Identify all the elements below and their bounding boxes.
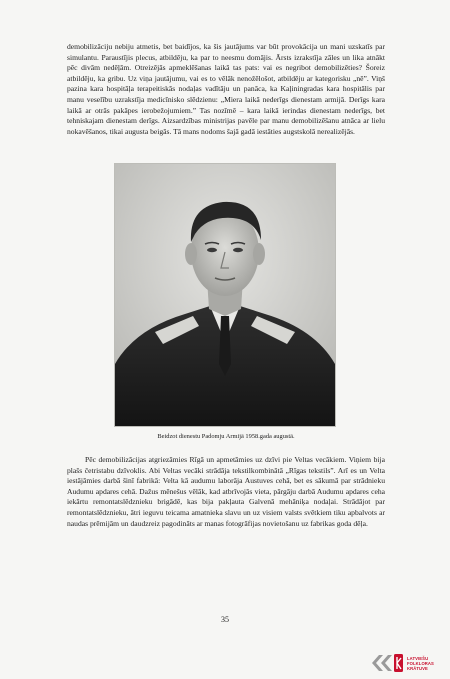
photo-caption: Beidzot dienestu Padomju Armijā 1958.gada augustā. xyxy=(157,433,295,440)
portrait-photo xyxy=(114,163,336,427)
page-number: 35 xyxy=(221,615,229,624)
portrait-image xyxy=(115,164,335,426)
archive-logo xyxy=(370,651,448,675)
archive-logo-text: LATVIEŠU FOLKLORAS KRĀTUVE xyxy=(407,655,434,671)
archive-logo-icon xyxy=(370,652,404,674)
body-paragraph: Pēc demobilizācijas atgriezāmies Rīgā un apmetāmies uz dzīvi pie Veltas vecākiem. Viņiem bija plašs četristabu dzīvoklis. Abi Veltas vecāki strādāja tekstilkombinātā „Rīgas tekstils”. Arī es un Velta iestājāmies darbā šinī fabrikā: Velta kā audumu laborāja Austuves cehā, bet es sākumā par strādnieku Audumu apdares cehā. Dažus mēnešus vēlāk, kad atbrīvojās vieta, pārgāju darbā Audumu apdares ceha iekārtu remontatslēdznieku brigādē, kas bija pakļauta Galvenā mehāniķa nodaļai. Strādājot par remontatslēdznieku, ātri ieguvu teicama amatnieka slavu un uz visiem valsts svētkiem tiku apbalvots ar naudas prēmijām un daudzreiz pagodināts ar manas fotogrāfijas novietošanu uz fabrikas goda dēļa. xyxy=(67,455,385,528)
body-paragraph: demobilizāciju nebiju atmetis, bet baidījos, ka šis jautājums var būt provokācija un mani uzskatīs par simulantu. Paraustījis plecus, atbildēju, ka par to neesmu domājis. Ārsts izrakstīja zāles un lika atnākt pēc divām nedēļām. Otreizējās apmeklēšanas laikā tas pats: vai es negribot demobilizēties? Šoreiz atbildēju, ka gribu. Uz viņa jautājumu, vai es to vēlāk nenožēlošot, atbildēju ar kategorisku „nē”. Viņš pazina kara hospitāļa terapeitiskās nodaļas vadītāju un panāca, ka Kaļiningradas kara hospitālis par manu veselību uzrakstīja medicīnisko slēdzienu: „Miera laikā nederīgs dienestam armijā. Derīgs kara laikā ar otrās pakāpes ierobežojumiem.” Tas nozīmē – kara laikā ierindas dienestam nederīgs, bet tehniskajam dienestam derīgs. Aizsardzības ministrijas pavēle par manu demobilizēšanu atnāca ar lielu nokavēšanos, tikai augusta beigās. Tā mans nodoms šajā gadā iestāties augstskolā nerealizējās. xyxy=(67,42,385,136)
